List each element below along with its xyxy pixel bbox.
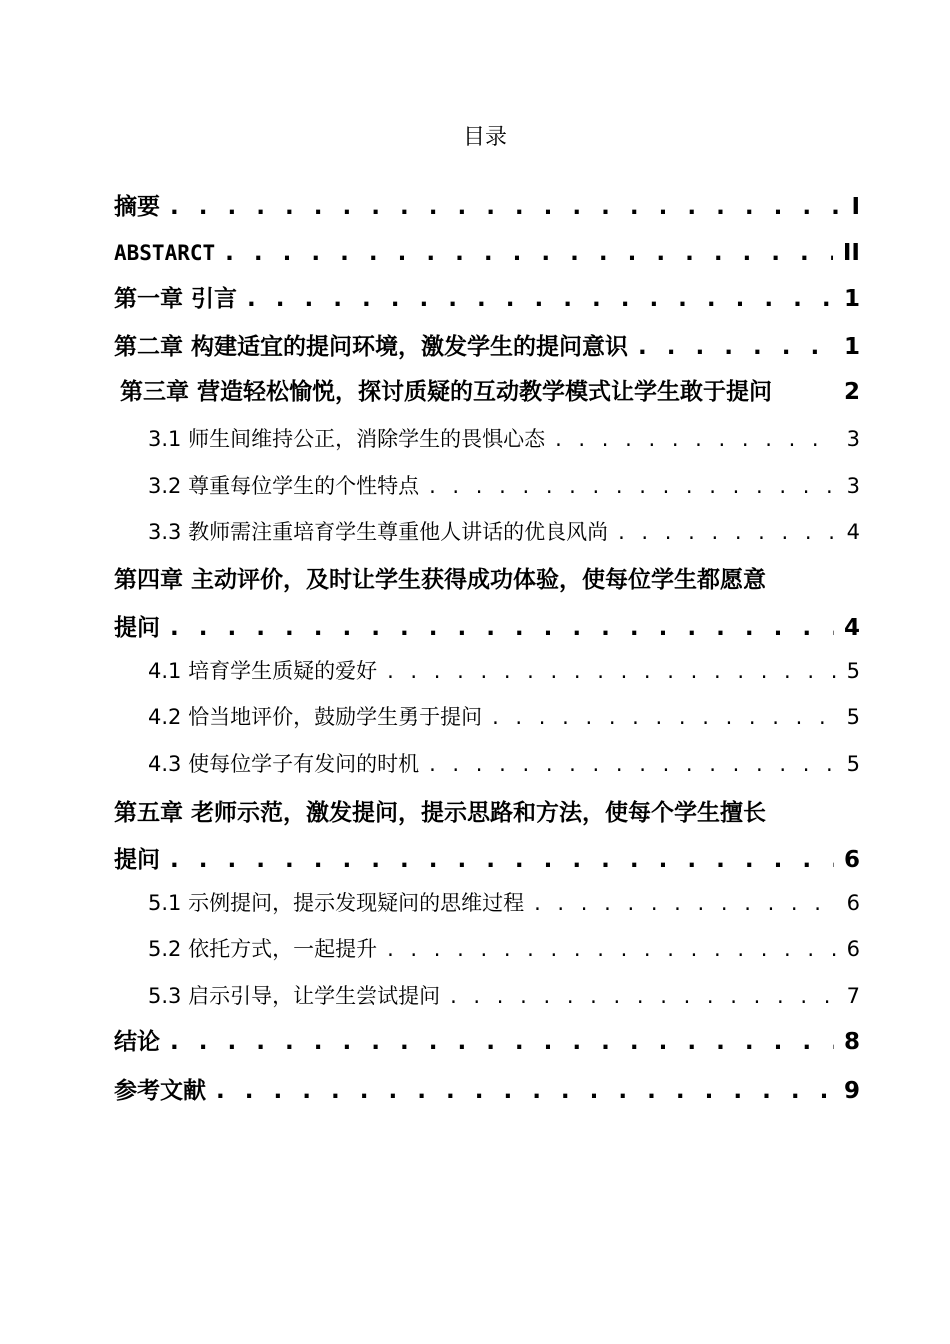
toc-entry-chapter-4-line1[interactable]: [114, 563, 860, 597]
toc-entry-page: 6: [846, 891, 860, 915]
toc-entry-page: II: [842, 240, 860, 266]
toc-entry-label: 第一章 引言: [114, 286, 238, 312]
toc-entry-section-5-2[interactable]: [148, 932, 860, 966]
dot-leader: [225, 236, 833, 270]
toc-entry-chapter-5-line1[interactable]: [114, 796, 860, 830]
dot-leader: [555, 422, 837, 456]
toc-entry-label: 结论: [114, 1029, 160, 1055]
toc-entry-page: 7: [846, 984, 860, 1008]
toc-entry-page: 8: [843, 1029, 860, 1055]
dot-leader: [618, 515, 837, 549]
toc-entry-label: 第二章 构建适宜的提问环境，激发学生的提问意识: [114, 334, 629, 360]
dot-leader: [216, 1074, 834, 1108]
toc-entry-page: 3: [846, 427, 860, 451]
toc-entry-section-3-2[interactable]: [148, 469, 860, 503]
toc-entry-label: 4.2 恰当地评价，鼓励学生勇于提问: [148, 705, 483, 729]
toc-entry-label: 第四章 主动评价，及时让学生获得成功体验，使每位学生都愿意: [114, 567, 767, 593]
toc-entry-label: ABSTARCT: [114, 241, 216, 265]
toc-entry-section-5-3[interactable]: [148, 979, 860, 1013]
toc-entry-references[interactable]: [114, 1074, 860, 1108]
dot-leader: [170, 843, 834, 877]
toc-entry-section-5-1[interactable]: [148, 886, 860, 920]
toc-entry-section-4-1[interactable]: [148, 654, 860, 688]
toc-entry-label: 5.3 启示引导，让学生尝试提问: [148, 984, 441, 1008]
dot-leader: [170, 611, 834, 645]
toc-entry-label: 5.1 示例提问，提示发现疑问的思维过程: [148, 891, 525, 915]
toc-entry-label: 提问: [114, 847, 160, 873]
toc-entry-section-3-3[interactable]: [148, 515, 860, 549]
toc-entry-page: 3: [846, 474, 860, 498]
toc-entry-chapter-3[interactable]: [120, 375, 860, 409]
toc-entry-label: 参考文献: [114, 1078, 206, 1104]
toc-entry-section-3-1[interactable]: [148, 422, 860, 456]
toc-entry-page: 5: [846, 705, 860, 729]
page-title: 目录: [462, 125, 507, 150]
toc-entry-page: 2: [843, 379, 860, 405]
dot-leader: [429, 747, 837, 781]
toc-entry-label: 5.2 依托方式，一起提升: [148, 937, 378, 961]
toc-entry-label: 3.2 尊重每位学生的个性特点: [148, 474, 420, 498]
dot-leader: [450, 979, 837, 1013]
toc-entry-label: 4.1 培育学生质疑的爱好: [148, 659, 378, 683]
toc-entry-page: I: [851, 194, 860, 220]
toc-entry-section-4-3[interactable]: [148, 747, 860, 781]
toc-entry-label: 3.3 教师需注重培育学生尊重他人讲话的优良风尚: [148, 520, 609, 544]
toc-entry-label: 提问: [114, 615, 160, 641]
dot-leader: [429, 469, 837, 503]
toc-entry-abstract-cn[interactable]: [114, 190, 860, 224]
dot-leader: [638, 330, 834, 364]
toc-entry-page: 1: [843, 286, 860, 312]
toc-entry-page: 6: [846, 937, 860, 961]
toc-entry-label: 第三章 营造轻松愉悦，探讨质疑的互动教学模式让学生敢于提问: [120, 379, 773, 405]
toc-entry-chapter-2[interactable]: [114, 330, 860, 364]
toc-entry-chapter-4[interactable]: [114, 611, 860, 645]
dot-leader: [387, 654, 837, 688]
toc-entry-label: 4.3 使每位学子有发问的时机: [148, 752, 420, 776]
toc-entry-conclusion[interactable]: [114, 1025, 860, 1059]
toc-entry-page: 5: [846, 659, 860, 683]
dot-leader: [387, 932, 837, 966]
toc-entry-chapter-1[interactable]: [114, 282, 860, 316]
toc-entry-section-4-2[interactable]: [148, 700, 860, 734]
toc-entry-page: 4: [843, 615, 860, 641]
toc-entry-label: 第五章 老师示范，激发提问，提示思路和方法，使每个学生擅长: [114, 800, 767, 826]
dot-leader: [170, 1025, 834, 1059]
dot-leader: [170, 190, 841, 224]
toc-entry-page: 1: [843, 334, 860, 360]
toc-entry-page: 9: [843, 1078, 860, 1104]
toc-entry-chapter-5[interactable]: [114, 843, 860, 877]
toc-entry-label: 摘要: [114, 194, 160, 220]
toc-entry-abstract-en[interactable]: [114, 236, 860, 270]
toc-entry-page: 4: [846, 520, 860, 544]
dot-leader: [492, 700, 837, 734]
dot-leader: [534, 886, 837, 920]
dot-leader: [247, 282, 834, 316]
toc-entry-label: 3.1 师生间维持公正，消除学生的畏惧心态: [148, 427, 546, 451]
toc-entry-page: 6: [843, 847, 860, 873]
toc-entry-page: 5: [846, 752, 860, 776]
